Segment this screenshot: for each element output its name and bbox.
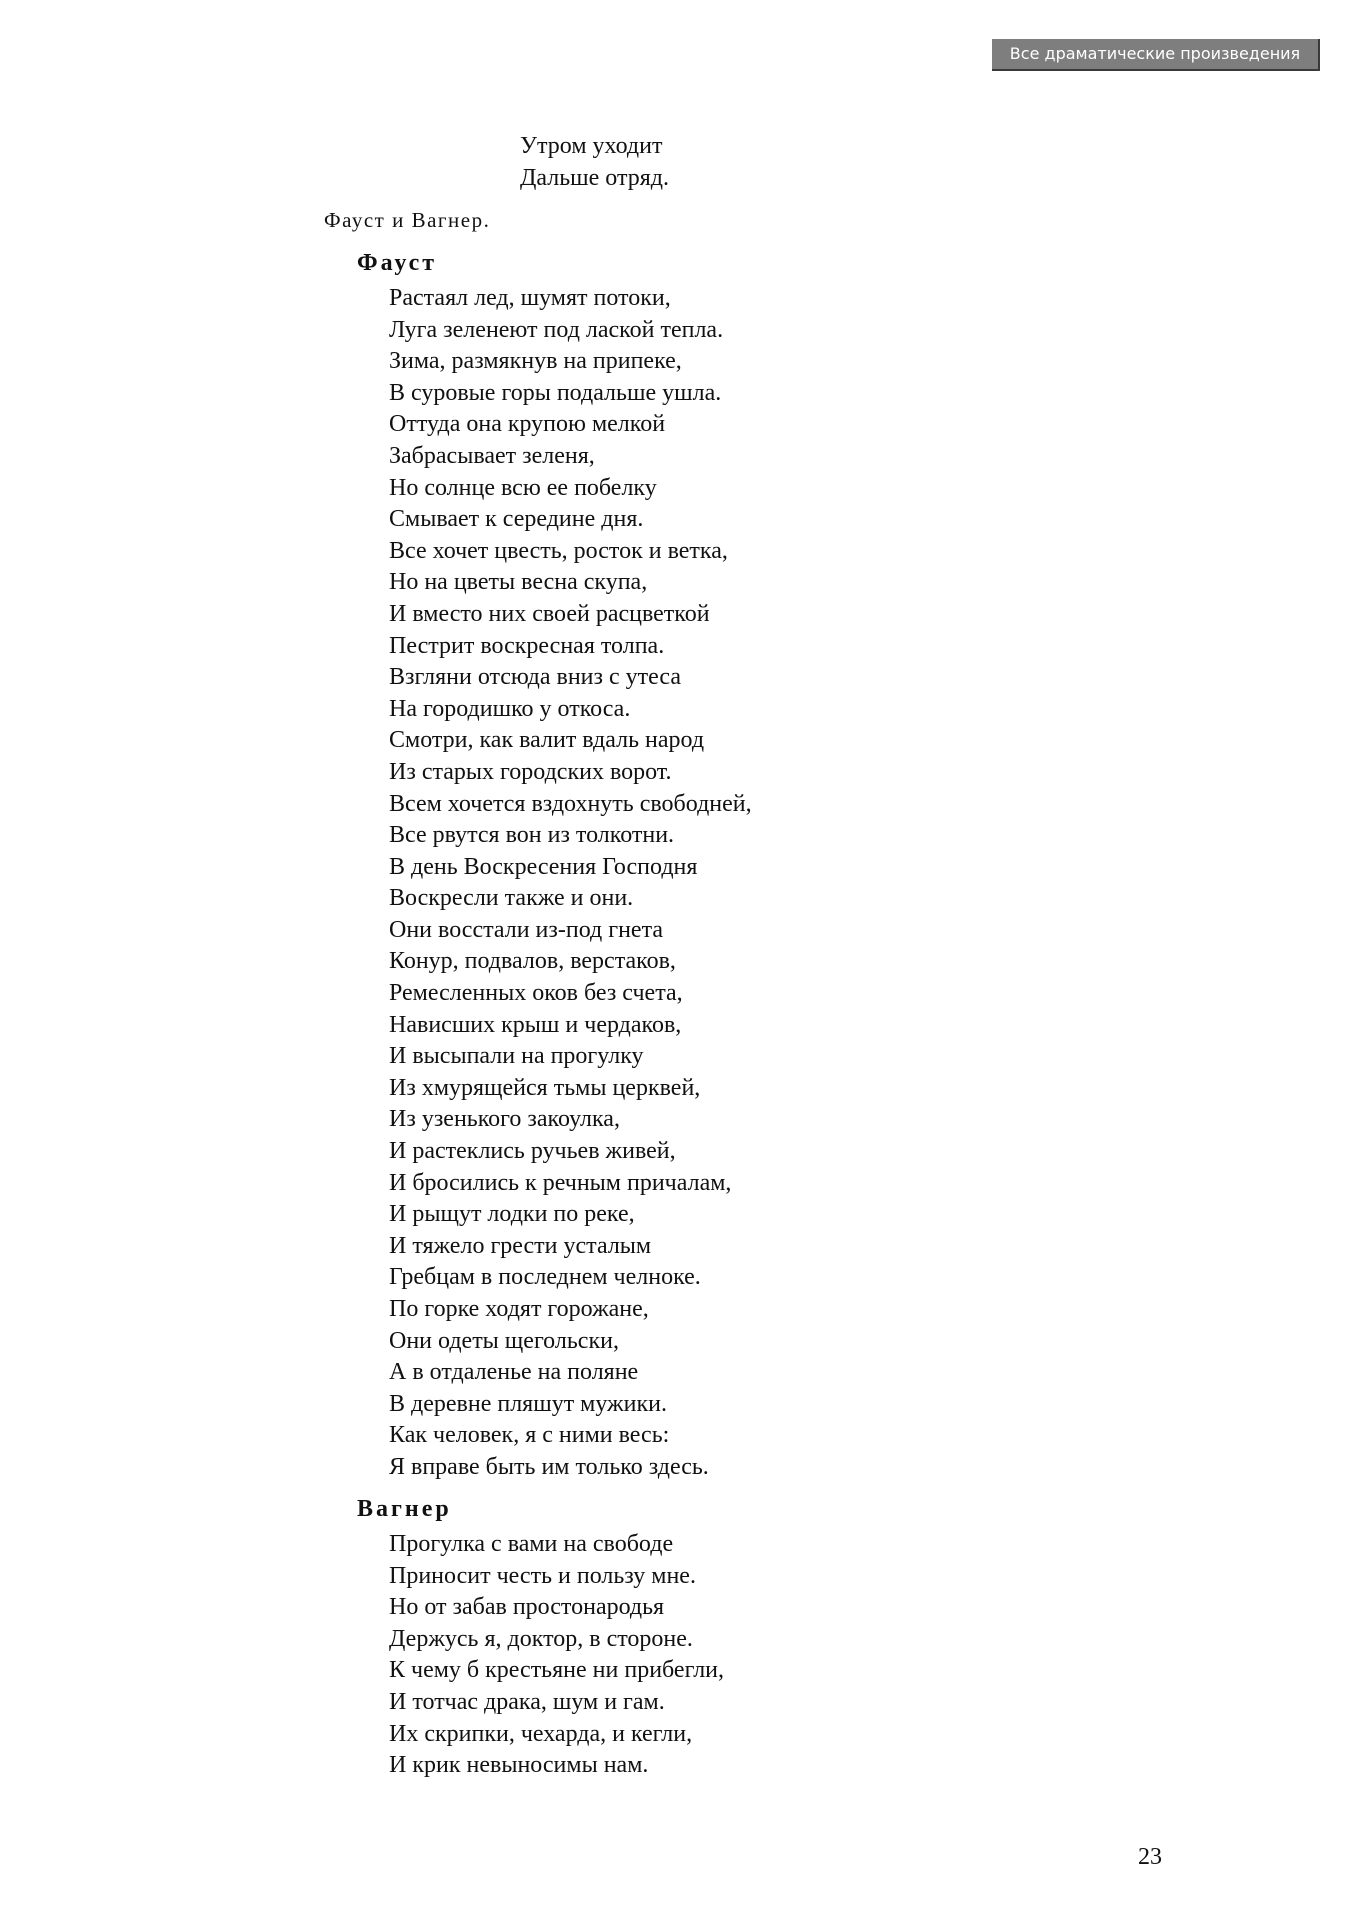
- verse-line: Из старых городских ворот.: [389, 758, 672, 785]
- verse-line: И растеклись ручьев живей,: [389, 1138, 676, 1165]
- verse-line: К чему б крестьяне ни прибегли,: [389, 1657, 725, 1684]
- verse-line: Как человек, я с ними весь:: [389, 1422, 670, 1449]
- verse-line: Но солнце всю ее побелку: [389, 474, 657, 501]
- verse-line: На городишко у откоса.: [389, 695, 631, 722]
- verse-line: Ремесленных оков без счета,: [389, 980, 683, 1007]
- verse-line: Но на цветы весна скупа,: [389, 569, 648, 596]
- verse-line: В суровые горы подальше ушла.: [389, 379, 722, 406]
- verse-line: Все хочет цвесть, росток и ветка,: [389, 537, 728, 564]
- verse-line: И рыщут лодки по реке,: [389, 1201, 635, 1228]
- verse-line: И высыпали на прогулку: [389, 1043, 644, 1070]
- verse-line: Они восстали из-под гнета: [389, 916, 664, 943]
- verse-line: Они одеты щегольски,: [389, 1327, 619, 1354]
- verse-line: Растаял лед, шумят потоки,: [389, 285, 671, 311]
- verse-line: А в отдаленье на поляне: [389, 1359, 639, 1386]
- verse-block-faust: [389, 283, 752, 1484]
- verse-line: И бросились к речным причалам,: [389, 1169, 732, 1196]
- verse-line: Воскресли также и они.: [389, 885, 634, 912]
- verse-line: Зима, размякнув на припеке,: [389, 348, 682, 375]
- verse-line: Все рвутся вон из толкотни.: [389, 822, 675, 849]
- intro-verse: [520, 130, 669, 194]
- verse-line: Прогулка с вами на свободе: [389, 1531, 674, 1557]
- verse-line: Дальше отряд.: [520, 165, 670, 191]
- verse-line: И тяжело грести усталым: [389, 1232, 652, 1259]
- verse-line: Я вправе быть им только здесь.: [389, 1453, 709, 1480]
- verse-line: Смотри, как валит вдаль народ: [389, 727, 705, 754]
- speaker-name-faust: Фауст: [357, 250, 438, 276]
- verse-line: В деревне пляшут мужики.: [389, 1390, 667, 1417]
- verse-block-wagner: [389, 1529, 724, 1782]
- speaker-name-wagner: Вагнер: [357, 1496, 452, 1522]
- verse-line: Утром уходит: [520, 133, 663, 159]
- verse-line: Приносит честь и пользу мне.: [389, 1562, 696, 1589]
- verse-line: Всем хочется вздохнуть свободней,: [389, 790, 752, 817]
- verse-line: Смывает к середине дня.: [389, 506, 644, 533]
- verse-line: Их скрипки, чехарда, и кегли,: [389, 1720, 693, 1747]
- verse-line: По горке ходят горожане,: [389, 1296, 649, 1322]
- verse-line: Из хмурящейся тьмы церквей,: [389, 1074, 701, 1101]
- verse-line: Держусь я, доктор, в стороне.: [389, 1625, 693, 1652]
- verse-line: Оттуда она крупою мелкой: [389, 411, 666, 438]
- verse-line: Из узенького закоулка,: [389, 1106, 620, 1133]
- stage-direction: Фауст и Вагнер.: [324, 208, 491, 232]
- page-number: 23: [1138, 1844, 1162, 1870]
- verse-line: Гребцам в последнем челноке.: [389, 1264, 701, 1291]
- verse-line: И вместо них своей расцветкой: [389, 600, 710, 627]
- verse-line: Луга зеленеют под лаской тепла.: [389, 316, 724, 343]
- verse-line: И крик невыносимы нам.: [389, 1752, 649, 1779]
- verse-line: Конур, подвалов, верстаков,: [389, 948, 676, 975]
- verse-line: Нависших крыш и чердаков,: [389, 1011, 682, 1038]
- verse-line: Пестрит воскресная толпа.: [389, 632, 665, 659]
- verse-line: В день Воскресения Господня: [389, 853, 698, 880]
- verse-line: И тотчас драка, шум и гам.: [389, 1688, 665, 1715]
- verse-line: Забрасывает зеленя,: [389, 442, 595, 469]
- section-header-badge: Все драматические произведения: [992, 39, 1320, 71]
- verse-line: Но от забав простонародья: [389, 1594, 665, 1621]
- verse-line: Взгляни отсюда вниз с утеса: [389, 664, 681, 691]
